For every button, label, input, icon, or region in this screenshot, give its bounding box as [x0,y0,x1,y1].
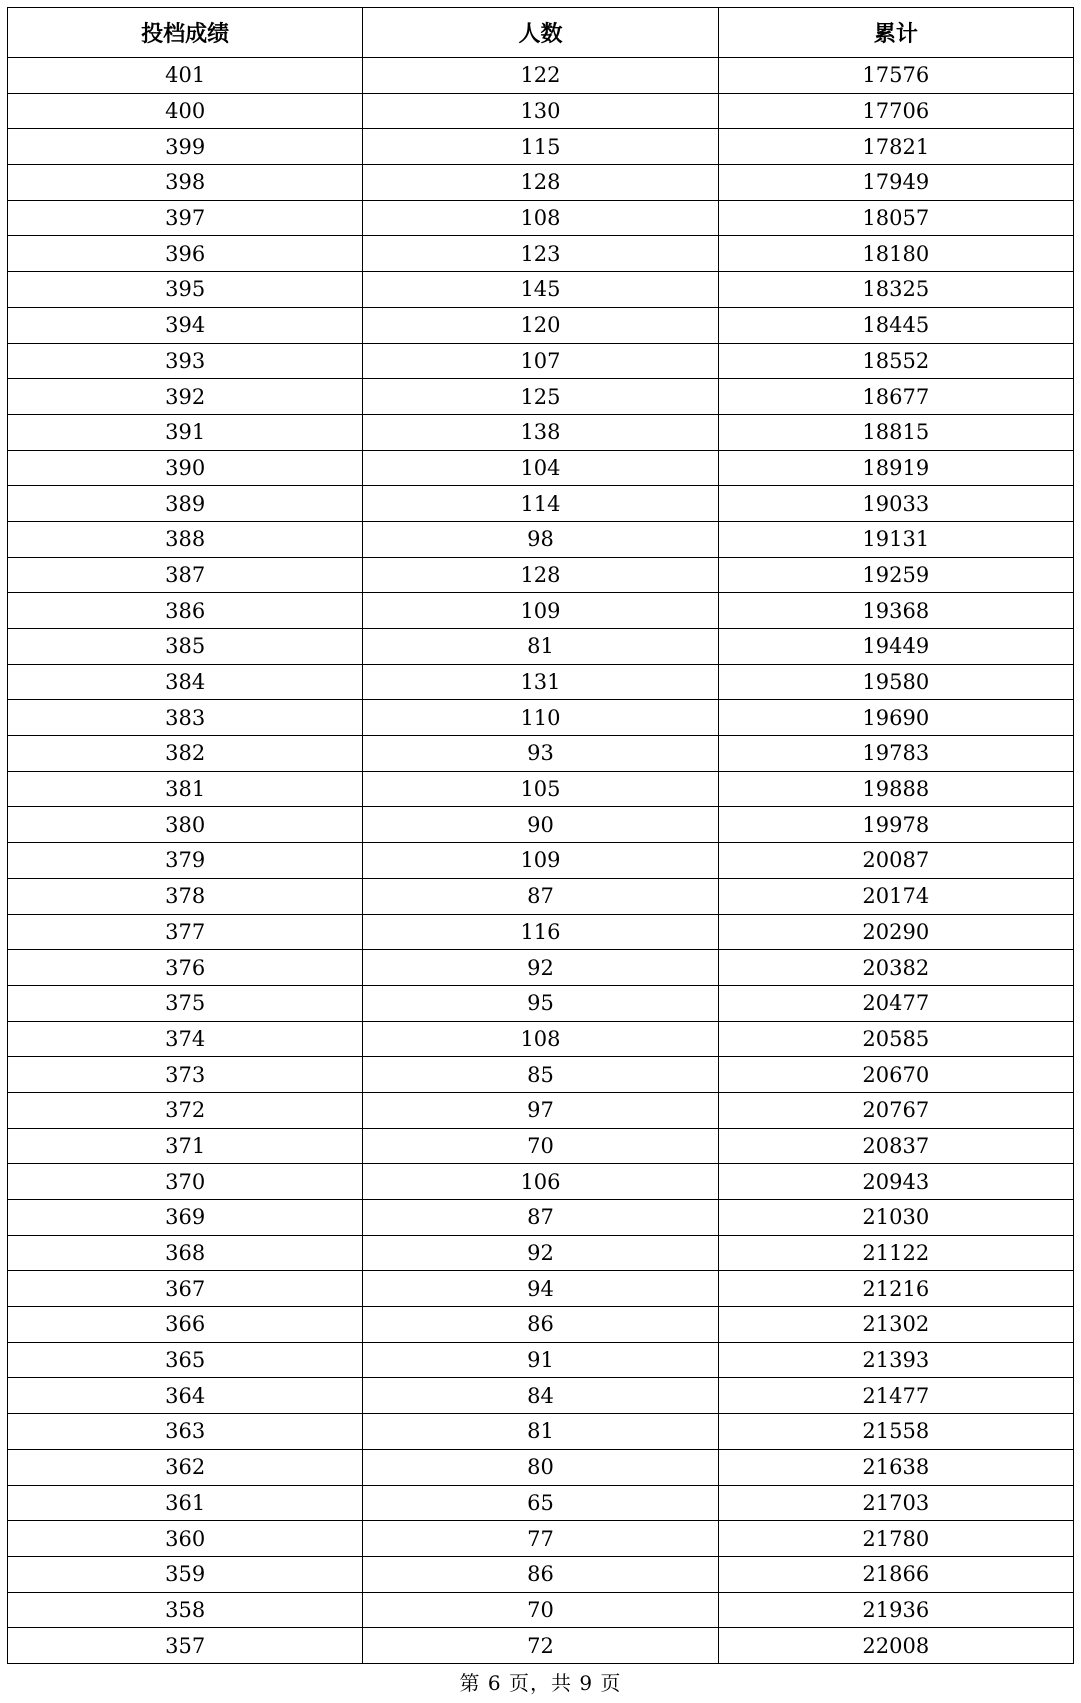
cell-count: 109 [363,843,718,879]
table-row [8,486,1074,522]
cell-count: 87 [363,1200,718,1236]
cell-count: 108 [363,1021,718,1057]
table-row [8,1057,1074,1093]
table-row [8,950,1074,986]
table-row [8,165,1074,201]
cell-count: 98 [363,521,718,557]
cell-count: 123 [363,236,718,272]
cell-count: 77 [363,1521,718,1557]
table-row [8,593,1074,629]
cell-cumulative: 19259 [718,557,1073,593]
cell-score: 397 [8,200,363,236]
cell-score: 395 [8,272,363,308]
cell-cumulative: 18552 [718,343,1073,379]
cell-score: 374 [8,1021,363,1057]
table-row [8,771,1074,807]
cell-score: 386 [8,593,363,629]
cell-cumulative: 18919 [718,450,1073,486]
cell-cumulative: 21477 [718,1378,1073,1414]
cell-cumulative: 17821 [718,129,1073,165]
cell-cumulative: 18325 [718,272,1073,308]
header-count: 人数 [363,8,718,58]
table-row [8,521,1074,557]
cell-cumulative: 21558 [718,1414,1073,1450]
cell-cumulative: 19131 [718,521,1073,557]
cell-count: 92 [363,1235,718,1271]
cell-count: 97 [363,1092,718,1128]
cell-count: 130 [363,93,718,129]
table-header [8,8,1074,58]
table-row [8,307,1074,343]
table-row [8,1128,1074,1164]
table-row [8,985,1074,1021]
cell-score: 375 [8,985,363,1021]
cell-cumulative: 17706 [718,93,1073,129]
cell-count: 107 [363,343,718,379]
cell-count: 122 [363,58,718,94]
cell-cumulative: 18815 [718,414,1073,450]
cell-cumulative: 21866 [718,1556,1073,1592]
score-distribution-table [7,7,1074,1664]
cell-count: 91 [363,1342,718,1378]
cell-count: 109 [363,593,718,629]
table-row [8,1021,1074,1057]
cell-count: 72 [363,1628,718,1664]
cell-count: 125 [363,379,718,415]
cell-score: 382 [8,736,363,772]
cell-cumulative: 21393 [718,1342,1073,1378]
cell-count: 80 [363,1449,718,1485]
cell-cumulative: 19978 [718,807,1073,843]
table-row [8,843,1074,879]
cell-count: 85 [363,1057,718,1093]
cell-score: 363 [8,1414,363,1450]
cell-score: 390 [8,450,363,486]
cell-count: 108 [363,200,718,236]
cell-cumulative: 21030 [718,1200,1073,1236]
table-row [8,1271,1074,1307]
header-cumulative: 累计 [718,8,1073,58]
table-row [8,272,1074,308]
cell-count: 138 [363,414,718,450]
cell-score: 361 [8,1485,363,1521]
cell-score: 371 [8,1128,363,1164]
cell-cumulative: 20767 [718,1092,1073,1128]
cell-cumulative: 21122 [718,1235,1073,1271]
cell-score: 399 [8,129,363,165]
cell-cumulative: 21780 [718,1521,1073,1557]
cell-cumulative: 17576 [718,58,1073,94]
cell-score: 383 [8,700,363,736]
cell-score: 364 [8,1378,363,1414]
cell-cumulative: 19449 [718,629,1073,665]
cell-count: 105 [363,771,718,807]
cell-score: 373 [8,1057,363,1093]
cell-count: 104 [363,450,718,486]
cell-count: 128 [363,557,718,593]
cell-score: 381 [8,771,363,807]
cell-score: 379 [8,843,363,879]
table-row [8,1556,1074,1592]
table-row [8,450,1074,486]
cell-cumulative: 20290 [718,914,1073,950]
table-row [8,1307,1074,1343]
cell-score: 396 [8,236,363,272]
cell-score: 378 [8,878,363,914]
cell-cumulative: 19580 [718,664,1073,700]
cell-cumulative: 19783 [718,736,1073,772]
table-row [8,93,1074,129]
table-row [8,200,1074,236]
cell-score: 380 [8,807,363,843]
table-row [8,1628,1074,1664]
cell-count: 145 [363,272,718,308]
cell-score: 370 [8,1164,363,1200]
cell-score: 384 [8,664,363,700]
cell-score: 377 [8,914,363,950]
cell-score: 385 [8,629,363,665]
cell-count: 120 [363,307,718,343]
cell-count: 65 [363,1485,718,1521]
cell-score: 398 [8,165,363,201]
cell-score: 365 [8,1342,363,1378]
cell-cumulative: 18057 [718,200,1073,236]
cell-score: 358 [8,1592,363,1628]
cell-score: 359 [8,1556,363,1592]
cell-score: 366 [8,1307,363,1343]
table-row [8,414,1074,450]
table-row [8,1378,1074,1414]
cell-cumulative: 20943 [718,1164,1073,1200]
table-row [8,664,1074,700]
table-row [8,1342,1074,1378]
cell-score: 360 [8,1521,363,1557]
cell-score: 387 [8,557,363,593]
table-row [8,807,1074,843]
cell-count: 70 [363,1592,718,1628]
cell-count: 94 [363,1271,718,1307]
cell-cumulative: 18677 [718,379,1073,415]
cell-cumulative: 17949 [718,165,1073,201]
cell-cumulative: 21216 [718,1271,1073,1307]
table-row [8,58,1074,94]
table-row [8,557,1074,593]
cell-score: 372 [8,1092,363,1128]
cell-count: 81 [363,629,718,665]
cell-score: 362 [8,1449,363,1485]
cell-score: 394 [8,307,363,343]
cell-score: 376 [8,950,363,986]
table-row [8,129,1074,165]
table-row [8,1414,1074,1450]
cell-count: 87 [363,878,718,914]
cell-count: 92 [363,950,718,986]
cell-cumulative: 22008 [718,1628,1073,1664]
cell-count: 86 [363,1556,718,1592]
table-row [8,1092,1074,1128]
table-row [8,1235,1074,1271]
cell-count: 114 [363,486,718,522]
cell-count: 128 [363,165,718,201]
cell-score: 367 [8,1271,363,1307]
cell-cumulative: 20382 [718,950,1073,986]
table-row [8,236,1074,272]
cell-cumulative: 20087 [718,843,1073,879]
cell-count: 81 [363,1414,718,1450]
table-row [8,1592,1074,1628]
cell-cumulative: 21302 [718,1307,1073,1343]
cell-count: 106 [363,1164,718,1200]
cell-score: 368 [8,1235,363,1271]
header-row [8,8,1074,58]
cell-cumulative: 21638 [718,1449,1073,1485]
cell-count: 93 [363,736,718,772]
cell-cumulative: 20837 [718,1128,1073,1164]
cell-score: 392 [8,379,363,415]
cell-cumulative: 19888 [718,771,1073,807]
cell-score: 369 [8,1200,363,1236]
cell-count: 131 [363,664,718,700]
cell-score: 388 [8,521,363,557]
table-row [8,700,1074,736]
cell-count: 84 [363,1378,718,1414]
cell-cumulative: 19033 [718,486,1073,522]
cell-cumulative: 20585 [718,1021,1073,1057]
cell-count: 70 [363,1128,718,1164]
cell-count: 115 [363,129,718,165]
cell-score: 389 [8,486,363,522]
table-row [8,736,1074,772]
table-row [8,878,1074,914]
cell-score: 393 [8,343,363,379]
cell-count: 116 [363,914,718,950]
table-row [8,379,1074,415]
cell-count: 110 [363,700,718,736]
header-score: 投档成绩 [8,8,363,58]
page-number: 第 6 页，共 9 页 [459,1671,622,1695]
cell-cumulative: 21936 [718,1592,1073,1628]
cell-cumulative: 18445 [718,307,1073,343]
table-row [8,1485,1074,1521]
cell-cumulative: 19690 [718,700,1073,736]
cell-score: 401 [8,58,363,94]
cell-score: 357 [8,1628,363,1664]
cell-count: 95 [363,985,718,1021]
cell-score: 391 [8,414,363,450]
table-row [8,1521,1074,1557]
table-body [8,58,1074,1664]
table-row [8,1164,1074,1200]
table-row [8,1200,1074,1236]
cell-cumulative: 20174 [718,878,1073,914]
cell-cumulative: 20477 [718,985,1073,1021]
cell-cumulative: 18180 [718,236,1073,272]
table-row [8,914,1074,950]
cell-cumulative: 19368 [718,593,1073,629]
cell-score: 400 [8,93,363,129]
cell-cumulative: 20670 [718,1057,1073,1093]
cell-count: 90 [363,807,718,843]
cell-cumulative: 21703 [718,1485,1073,1521]
table-row [8,629,1074,665]
table-row [8,1449,1074,1485]
cell-count: 86 [363,1307,718,1343]
table-row [8,343,1074,379]
